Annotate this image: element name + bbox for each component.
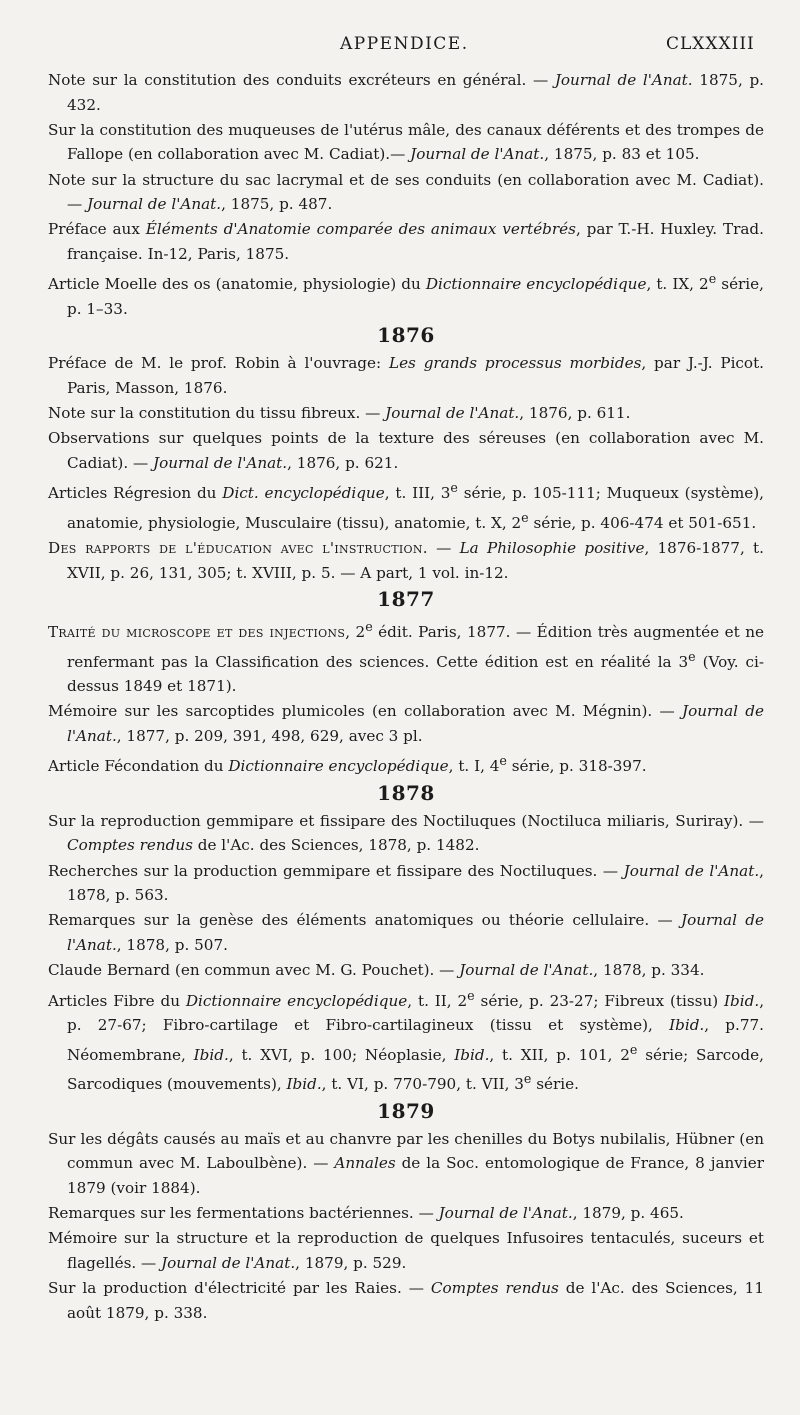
bibliography-entry: Note sur la structure du sac lacrymal et de ses conduits (en collaboration avec M. Cadiat). — Journal de l'Anat., 1875, p. 487. bbox=[48, 170, 764, 214]
year-heading: 1878 bbox=[377, 780, 435, 805]
running-header bbox=[0, 34, 800, 60]
year-heading: 1879 bbox=[377, 1098, 435, 1123]
bibliography-list bbox=[48, 68, 764, 1326]
bibliography-entry: Sur les dégâts causés au maïs et au chanvre par les chenilles du Botys nubilalis, Hübner (en commun avec M. Laboulbène). — Annales de la Soc. entomologique de France, 8 janvier 1879 (voir 1884). bbox=[48, 1129, 764, 1197]
bibliography-entry: Sur la reproduction gemmipare et fissipare des Noctiluques (Noctiluca miliaris, Suriray). — Comptes rendus de l'Ac. des Sciences, 1878, p. 1482. bbox=[48, 811, 764, 855]
bibliography-entry: Note sur la constitution des conduits excréteurs en général. — Journal de l'Anat. 1875, p. 432. bbox=[48, 71, 764, 114]
bibliography-entry: Note sur la constitution du tissu fibreux. — Journal de l'Anat., 1876, p. 611. bbox=[48, 404, 631, 423]
running-title: APPENDICE. bbox=[340, 34, 469, 54]
bibliography-entry: Articles Fibre du Dictionnaire encyclopédique, t. II, 2e série, p. 23-27; Fibreux (tissu) Ibid., p. 27-67; Fibro-cartilage et Fibro-cartilagineux (tissu et système), Ibid., p.77. Néomembrane, Ibid., t. XVI, p. 100; Néoplasie, Ibid., t. XII, p. 101, 2e série; Sarcode, Sarcodiques (mouvements), Ibid., t. VI, p. 770-790, t. VII, 3e série. bbox=[48, 987, 765, 1094]
bibliography-entry: Observations sur quelques points de la texture des séreuses (en collaboration avec M. Cadiat). — Journal de l'Anat., 1876, p. 621. bbox=[48, 429, 764, 472]
bibliography-entry: Des rapports de l'éducation avec l'instruction. — La Philosophie positive, 1876-1877, t. XVII, p. 26, 131, 305; t. XVIII, p. 5. — A part, 1 vol. in-12. bbox=[48, 539, 764, 582]
bibliography-entry: Mémoire sur les sarcoptides plumicoles (en collaboration avec M. Mégnin). — Journal de l'Anat., 1877, p. 209, 391, 498, 629, avec 3 pl. bbox=[48, 702, 764, 745]
bibliography-entry: Préface aux Éléments d'Anatomie comparée des animaux vertébrés, par T.-H. Huxley. Trad. française. In-12, Paris, 1875. bbox=[48, 220, 764, 263]
year-heading: 1876 bbox=[377, 323, 435, 348]
bibliography-entry: Recherches sur la production gemmipare et fissipare des Noctiluques. — Journal de l'Anat., 1878, p. 563. bbox=[48, 861, 764, 905]
bibliography-entry: Claude Bernard (en commun avec M. G. Pouchet). — Journal de l'Anat., 1878, p. 334. bbox=[48, 961, 705, 980]
bibliography-entry: Articles Régresion du Dict. encyclopédique, t. III, 3e série, p. 105-111; Muqueux (système), anatomie, physiologie, Musculaire (tissu), anatomie, t. X, 2e série, p. 406-474 et 501-651. bbox=[48, 480, 764, 532]
bibliography-entry: Préface de M. le prof. Robin à l'ouvrage: Les grands processus morbides, par J.-J. Picot. Paris, Masson, 1876. bbox=[48, 354, 765, 397]
bibliography-entry: Remarques sur les fermentations bactériennes. — Journal de l'Anat., 1879, p. 465. bbox=[48, 1204, 684, 1223]
page-number: CLXXXIII bbox=[666, 34, 755, 54]
bibliography-entry: Article Moelle des os (anatomie, physiologie) du Dictionnaire encyclopédique, t. IX, 2e série, p. 1–33. bbox=[48, 271, 764, 318]
bibliography-entry: Sur la constitution des muqueuses de l'utérus mâle, des canaux déférents et des trompes de Fallope (en collaboration avec M. Cadiat).— Journal de l'Anat., 1875, p. 83 et 105. bbox=[48, 120, 764, 164]
bibliography-entry: Mémoire sur la structure et la reproduction de quelques Infusoires tentaculés, suceurs et flagellés. — Journal de l'Anat., 1879, p. 529. bbox=[48, 1229, 764, 1272]
bibliography-entry: Traité du microscope et des injections, 2e édit. Paris, 1877. — Édition très augmentée et ne renfermant pas la Classification des sciences. Cette édition est en réalité la 3e (Voy. ci-dessus 1849 et 1871). bbox=[48, 619, 764, 696]
bibliography-entry: Article Fécondation du Dictionnaire encyclopédique, t. I, 4e série, p. 318-397. bbox=[48, 753, 647, 776]
bibliography-entry: Sur la production d'électricité par les Raies. — Comptes rendus de l'Ac. des Sciences, 11 août 1879, p. 338. bbox=[48, 1279, 764, 1322]
bibliography-entry: Remarques sur la genèse des éléments anatomiques ou théorie cellulaire. — Journal de l'Anat., 1878, p. 507. bbox=[48, 911, 764, 954]
year-heading: 1877 bbox=[377, 587, 435, 612]
